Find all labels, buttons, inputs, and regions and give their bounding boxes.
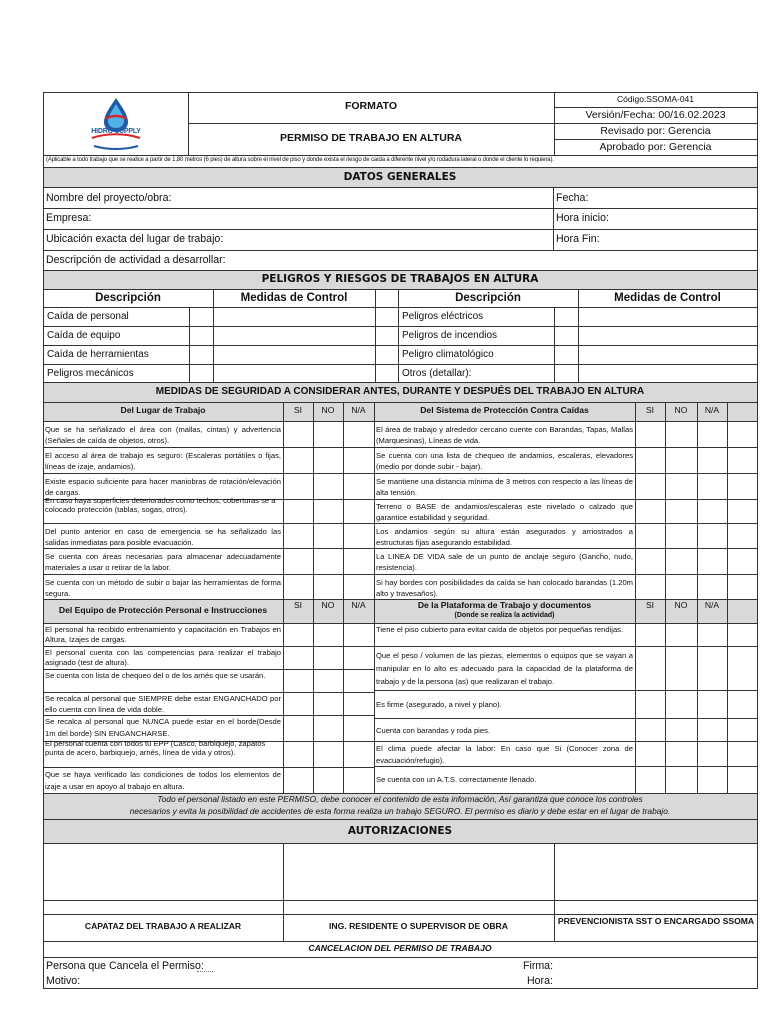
plataforma-item-2: Que el peso / volumen de las piezas, elementos o equipos que se vayan a manipular en lo alto es adecuado para la capacidad de la plataforma de trabajo y de la persona (as) que realizaran el trabajo.: [376, 651, 633, 686]
aprobado-por: Aprobado por: Gerencia: [599, 141, 712, 153]
proyecto-field[interactable]: Nombre del proyecto/obra:: [46, 192, 172, 204]
capataz-signature-box[interactable]: [44, 844, 283, 900]
revisado-por: Revisado por: Gerencia: [600, 125, 711, 137]
hora-inicio-field[interactable]: Hora inicio:: [556, 212, 609, 224]
fecha-field[interactable]: Fecha:: [556, 192, 589, 204]
lugar-item-4: En caso haya superficies deteriorados como techos, coberturas se a colocado protección (tablas, sogas, otros).: [45, 497, 276, 514]
water-drop-logo-icon: [80, 95, 152, 153]
motivo-field[interactable]: Motivo:: [46, 975, 81, 987]
capataz-label: CAPATAZ DEL TRABAJO A REALIZAR: [84, 921, 242, 931]
plataforma-no-header: NO: [674, 600, 688, 610]
plataforma-item-3: Es firme (asegurado, a nivel y plano).: [376, 700, 502, 709]
descripcion-field[interactable]: Descripción de actividad a desarrollar:: [46, 254, 226, 266]
lugar-header: Del Lugar de Trabajo: [120, 405, 206, 415]
ubicacion-field[interactable]: Ubicación exacta del lugar de trabajo:: [46, 233, 224, 245]
epp-header: Del Equipo de Protección Personal e Instrucciones: [58, 605, 268, 615]
hora-fin-field[interactable]: Hora Fin:: [556, 233, 600, 245]
sistema-si-header: SI: [645, 405, 655, 415]
notice-line-1: Todo el personal listado en este PERMISO, debe conocer el contenido de esta información, Así garantiza que conoce los controles: [157, 794, 643, 804]
epp-si-header: SI: [293, 600, 303, 610]
section-peligros: PELIGROS Y RIESGOS DE TRABAJOS EN ALTURA: [261, 273, 539, 285]
lugar-si-header: SI: [293, 405, 303, 415]
peligros-col-medidas-left: Medidas de Control: [240, 292, 348, 304]
lugar-item-2: El acceso al área de trabajo es seguro: (Escaleras portátiles o fijas, líneas de izaje, andamios).: [45, 451, 281, 471]
plataforma-si-header: SI: [645, 600, 655, 610]
lugar-item-7: Se cuenta con un método de subir o bajar las herramientas de forma segura.: [45, 578, 281, 598]
peligro-left-2: Caída de equipo: [47, 330, 121, 341]
peligro-right-1: Peligros eléctricos: [402, 311, 484, 322]
page-title: PERMISO DE TRABAJO EN ALTURA: [279, 132, 462, 144]
residente-signature-box[interactable]: [284, 844, 554, 900]
plataforma-item-5: El clima puede afectar la labor: En caso que Si (Conocer zona de evacuación/refugio).: [376, 744, 633, 765]
peligro-right-3: Peligro climatológico: [402, 349, 494, 360]
hora-field[interactable]: Hora:: [527, 975, 553, 987]
section-medidas: MEDIDAS DE SEGURIDAD A CONSIDERAR ANTES, DURANTE Y DESPUÉS DEL TRABAJO EN ALTURA: [155, 386, 645, 397]
applicability-note: (Aplicable a todo trabajo que se realice a partir de 1,80 metros (6 pies) de altura sobre el nivel de piso y donde exista el riesgo de caída a diferente nivel y/o rodadura lateral o donde el cliente lo requiera).: [46, 157, 554, 163]
sistema-item-6: La LINEA DE VIDA sale de un punto de anclaje seguro (Gancho, nudo, resistencia).: [376, 552, 633, 572]
plataforma-header: De la Plataforma de Trabajo y documentos: [417, 600, 592, 610]
sistema-item-3: Se mantiene una distancia mínima de 3 metros con respecto a las líneas de alta tensión.: [376, 477, 633, 497]
epp-item-1: El personal ha recibido entrenamiento y capacitación en Trabajos en Altura, Izajes de cargas.: [45, 625, 281, 644]
logo-text: HIDRO SUPPLY: [91, 128, 141, 135]
peligros-col-medidas-right: Medidas de Control: [614, 292, 721, 304]
epp-item-5: Se recalca al personal que NUNCA puede estar en el borde(Desde 1m del borde) SIN ENGANCHARSE.: [45, 717, 281, 738]
section-autorizaciones: AUTORIZACIONES: [347, 825, 453, 837]
firma-field[interactable]: Firma:: [523, 960, 554, 972]
sistema-na-header: N/A: [704, 405, 720, 415]
epp-na-header: N/A: [351, 600, 366, 610]
peligro-left-1: Caída de personal: [47, 311, 129, 322]
plataforma-item-6: Se cuenta con un A.T.S. correctamente llenado.: [376, 775, 537, 784]
sistema-item-1: El área de trabajo y alrededor cercano cuente con Barandas, Tapas, Mallas (Marquesinas), Líneas de vida.: [376, 425, 633, 445]
epp-item-7: Que se haya verificado las condiciones de todos los elementos de izaje a usar en apoyo al trabajo en altura.: [45, 770, 281, 791]
document-code: Código:SSOMA-041: [616, 94, 694, 104]
plataforma-item-1: Tiene el piso cubierto para evitar caída de objetos por pequeñas rendijas.: [376, 625, 624, 634]
peligros-col-desc-right: Descripción: [455, 292, 521, 304]
section-datos-generales: DATOS GENERALES: [343, 171, 457, 183]
lugar-no-header: NO: [321, 405, 335, 415]
sistema-item-4: Terreno o BASE de andamios/escaleras este nivelado o calzado que garantice estabilidad y seguridad.: [376, 502, 633, 522]
lugar-item-5: Del punto anterior en caso de emergencia se ha señalizado las salidas inmediatas para posible evacuación.: [45, 527, 281, 547]
empresa-field[interactable]: Empresa:: [46, 212, 92, 224]
notice-line-2: necesarios y evita la posibilidad de accidentes de esta forma realiza un trabajo SEGURO. El permiso es diario y debe estar en el lugar de trabajo.: [129, 806, 671, 816]
persona-cancela-underline: [197, 971, 213, 972]
format-label: FORMATO: [344, 100, 398, 112]
plataforma-subheader: (Donde se realiza la actividad): [454, 612, 555, 619]
plataforma-item-4: Cuenta con barandas y roda pies.: [376, 726, 490, 735]
residente-label: ING. RESIDENTE O SUPERVISOR DE OBRA: [329, 921, 508, 931]
sistema-item-2: Se cuenta con una lista de chequeo de andamios, escaleras, elevadores (medio por donde subir - bajar).: [376, 451, 633, 471]
lugar-item-1: Que se ha señalizado el área con (mallas, cintas) y advertencia (Señales de caída de objetos, otros).: [45, 425, 281, 445]
sistema-header: Del Sistema de Protección Contra Caídas: [420, 405, 589, 415]
plataforma-na-header: N/A: [704, 600, 720, 610]
epp-no-header: NO: [321, 600, 335, 610]
version-date: Versión/Fecha: 00/16.02.2023: [585, 109, 726, 121]
lugar-na-header: N/A: [351, 405, 366, 415]
sistema-item-7: Si hay bordes con posibilidades da caída se han colocado barandas (1.20m alto y travesaños).: [376, 578, 633, 598]
prevencionista-signature-box[interactable]: [555, 844, 757, 900]
peligro-left-3: Caída de herramientas: [47, 349, 149, 360]
persona-cancela-field[interactable]: Persona que Cancela el Permiso:: [46, 960, 204, 972]
epp-item-6: El personal cuenta con todos tu EPP (Casco, barbiquejo, zapatos punta de acero, barbiquejo, arnés, línea de vida y otros).: [45, 740, 266, 757]
epp-item-2: El personal cuenta con las competencias para realizar el trabajo asignado (test de altura).: [45, 648, 281, 667]
epp-item-4: Se recalca al personal que SIEMPRE debe estar ENGANCHADO por ello cuenta con línea de vida doble.: [45, 694, 281, 714]
prevencionista-label: PREVENCIONISTA SST O ENCARGADO SSOMA: [557, 916, 755, 926]
peligro-left-4: Peligros mecánicos: [47, 368, 134, 379]
lugar-item-6: Se cuenta con áreas necesarias para almacenar adecuadamente materiales a usar o retirar de la labor.: [45, 552, 281, 572]
sistema-item-5: Los andamios según su altura están asegurados y arriostrados a estructuras fijas asegurando estabilidad.: [376, 527, 633, 547]
sistema-no-header: NO: [674, 405, 688, 415]
peligro-right-2: Peligros de incendios: [402, 330, 498, 341]
company-logo: [80, 95, 152, 153]
peligro-right-4: Otros (detallar):: [402, 368, 472, 379]
lugar-item-3: Existe espacio suficiente para hacer maniobras de rotación/elevación de cargas.: [45, 477, 281, 497]
epp-item-3: Se cuenta con lista de chequeo del o de los arnés que se usarán.: [45, 671, 266, 680]
peligros-col-desc-left: Descripción: [95, 292, 161, 304]
section-cancelacion: CANCELACION DEL PERMISO DE TRABAJO: [308, 943, 492, 953]
